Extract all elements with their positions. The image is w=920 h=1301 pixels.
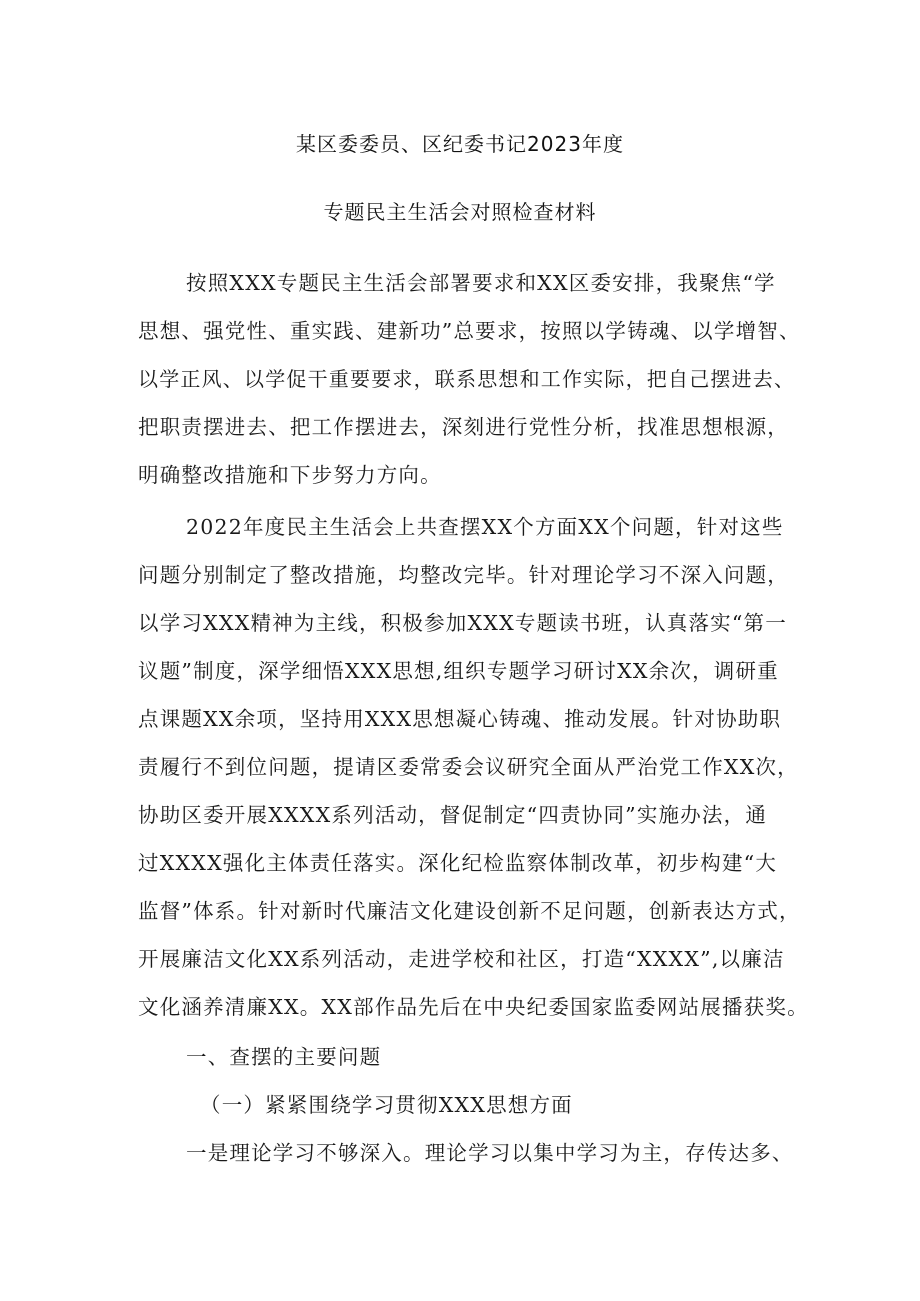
paragraph-2-line-6: 责履行不到位问题，提请区委常委会议研究全面从严治党工作XX次， <box>138 755 799 779</box>
paragraph-1-line-3: 以学正风、以学促干重要要求，联系思想和工作实际，把自己摆进去、 <box>138 367 796 391</box>
paragraph-2-line-11: 文化涵养清廉XX。XX部作品先后在中央纪委国家监委网站展播获奖。 <box>138 995 809 1019</box>
paragraph-2-line-2: 问题分别制定了整改措施，均整改完毕。针对理论学习不深入问题， <box>138 563 789 587</box>
paragraph-2-line-3: 以学习XXX精神为主线，积极参加XXX专题读书班，认真落实“第一 <box>138 611 787 635</box>
paragraph-1-line-4: 把职责摆进去、把工作摆进去，深刻进行党性分析，找准思想根源， <box>138 415 789 439</box>
paragraph-2-line-9: 监督”体系。针对新时代廉洁文化建设创新不足问题，创新表达方式， <box>138 899 801 923</box>
paragraph-1-line-5: 明确整改措施和下步努力方向。 <box>138 463 442 487</box>
paragraph-1-line-1: 按照XXX专题民主生活会部署要求和XX区委安排，我聚焦“学 <box>186 271 776 295</box>
document-title-line-2: 专题民主生活会对照检查材料 <box>323 200 597 224</box>
document-title-line-1: 某区委委员、区纪委书记2023年度 <box>296 132 624 156</box>
paragraph-2-line-1: 2022年度民主生活会上共查摆XX个方面XX个问题，针对这些 <box>186 515 784 539</box>
paragraph-3-line-1: 一是理论学习不够深入。理论学习以集中学习为主，存传达多、 <box>186 1141 794 1165</box>
section-heading-2: （一）紧紧围绕学习贯彻XXX思想方面 <box>200 1093 573 1117</box>
paragraph-2-line-10: 开展廉洁文化XX系列活动，走进学校和社区，打造“XXXX”,以廉洁 <box>138 947 785 971</box>
paragraph-2-line-5: 点课题XX余项，坚持用XXX思想凝心铸魂、推动发展。针对协助职 <box>138 707 782 731</box>
paragraph-1-line-2: 思想、强党性、重实践、建新功”总要求，按照以学铸魂、以学增智、 <box>138 319 801 343</box>
paragraph-2-line-4: 议题”制度，深学细悟XXX思想,组织专题学习研讨XX余次，调研重 <box>138 659 779 683</box>
paragraph-2-line-8: 过XXXX强化主体责任落实。深化纪检监察体制改革，初步构建“大 <box>138 851 778 875</box>
section-heading-1: 一、查摆的主要问题 <box>186 1045 382 1069</box>
paragraph-2-line-7: 协助区委开展XXXX系列活动，督促制定“四责协同”实施办法，通 <box>138 803 768 827</box>
